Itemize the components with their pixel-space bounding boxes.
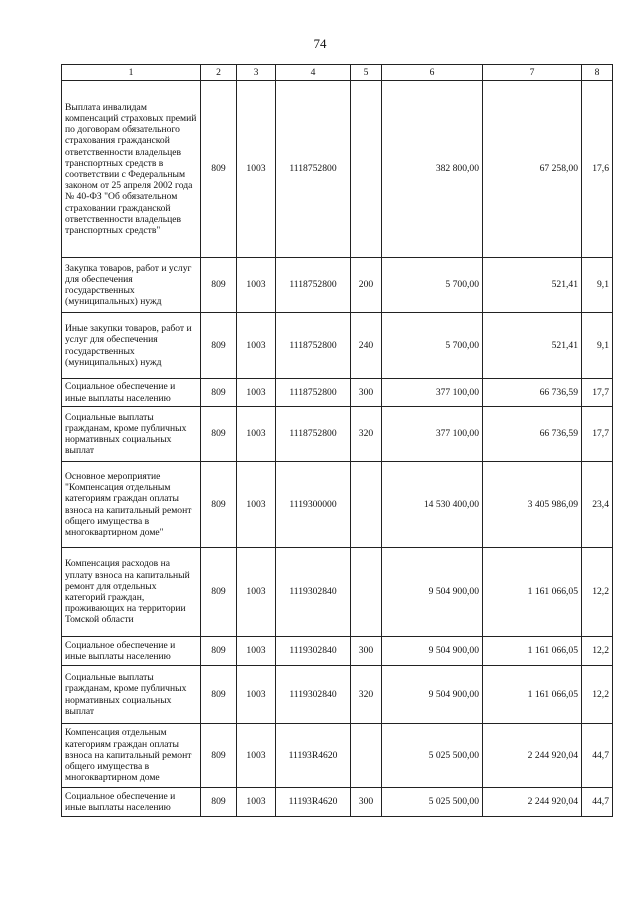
fact-amount: 66 736,59	[483, 379, 582, 407]
target-code: 1118752800	[276, 313, 351, 379]
section-code: 1003	[237, 548, 276, 637]
column-header: 6	[382, 65, 483, 81]
table-row	[62, 81, 613, 258]
grbs-code: 809	[201, 788, 237, 817]
execution-percent: 9,1	[582, 258, 613, 313]
table-row	[62, 724, 613, 788]
execution-percent: 12,2	[582, 637, 613, 666]
column-header: 7	[483, 65, 582, 81]
section-code: 1003	[237, 81, 276, 258]
table-row	[62, 666, 613, 724]
grbs-code: 809	[201, 81, 237, 258]
plan-amount: 5 025 500,00	[382, 788, 483, 817]
fact-amount: 3 405 986,09	[483, 462, 582, 548]
execution-percent: 17,7	[582, 379, 613, 407]
fact-amount: 521,41	[483, 258, 582, 313]
target-code: 1118752800	[276, 81, 351, 258]
expense-name: Социальное обеспечение и иные выплаты населению	[62, 637, 201, 666]
target-code: 1118752800	[276, 407, 351, 462]
table-row	[62, 637, 613, 666]
expense-name: Закупка товаров, работ и услуг для обеспечения государственных (муниципальных) нужд	[62, 258, 201, 313]
target-code: 1119302840	[276, 637, 351, 666]
section-code: 1003	[237, 788, 276, 817]
expense-name: Социальные выплаты гражданам, кроме публичных нормативных социальных выплат	[62, 666, 201, 724]
expense-name: Компенсация отдельным категориям граждан оплаты взноса на капитальный ремонт общего имущества в многоквартирном доме	[62, 724, 201, 788]
target-code: 1118752800	[276, 379, 351, 407]
fact-amount: 1 161 066,05	[483, 666, 582, 724]
plan-amount: 9 504 900,00	[382, 548, 483, 637]
grbs-code: 809	[201, 379, 237, 407]
expense-type-code: 320	[351, 666, 382, 724]
table-header-row	[62, 65, 613, 81]
expense-type-code	[351, 724, 382, 788]
table-row	[62, 313, 613, 379]
expense-name: Социальное обеспечение и иные выплаты населению	[62, 379, 201, 407]
fact-amount: 521,41	[483, 313, 582, 379]
plan-amount: 5 700,00	[382, 258, 483, 313]
expense-name: Основное мероприятие "Компенсация отдельным категориям граждан оплаты взноса на капитальный ремонт общего имущества в многоквартирном доме"	[62, 462, 201, 548]
page-number: 74	[313, 36, 327, 51]
expense-name: Компенсация расходов на уплату взноса на капитальный ремонт для отдельных категорий граждан, проживающих на территории Томской области	[62, 548, 201, 637]
table-row	[62, 258, 613, 313]
execution-percent: 44,7	[582, 724, 613, 788]
target-code: 1118752800	[276, 258, 351, 313]
section-code: 1003	[237, 724, 276, 788]
plan-amount: 14 530 400,00	[382, 462, 483, 548]
expense-type-code	[351, 462, 382, 548]
table-row	[62, 462, 613, 548]
expense-type-code: 300	[351, 788, 382, 817]
plan-amount: 5 700,00	[382, 313, 483, 379]
target-code: 11193R4620	[276, 788, 351, 817]
column-header: 3	[237, 65, 276, 81]
plan-amount: 5 025 500,00	[382, 724, 483, 788]
expense-type-code: 320	[351, 407, 382, 462]
column-header: 4	[276, 65, 351, 81]
expense-type-code	[351, 548, 382, 637]
column-header: 1	[62, 65, 201, 81]
expense-type-code: 240	[351, 313, 382, 379]
table-row	[62, 379, 613, 407]
section-code: 1003	[237, 407, 276, 462]
expense-type-code: 300	[351, 379, 382, 407]
plan-amount: 9 504 900,00	[382, 637, 483, 666]
section-code: 1003	[237, 637, 276, 666]
section-code: 1003	[237, 666, 276, 724]
expense-name: Иные закупки товаров, работ и услуг для обеспечения государственных (муниципальных) нужд	[62, 313, 201, 379]
target-code: 11193R4620	[276, 724, 351, 788]
grbs-code: 809	[201, 258, 237, 313]
fact-amount: 66 736,59	[483, 407, 582, 462]
grbs-code: 809	[201, 724, 237, 788]
budget-table	[61, 64, 613, 817]
execution-percent: 9,1	[582, 313, 613, 379]
section-code: 1003	[237, 258, 276, 313]
table-row	[62, 407, 613, 462]
grbs-code: 809	[201, 548, 237, 637]
fact-amount: 1 161 066,05	[483, 637, 582, 666]
plan-amount: 9 504 900,00	[382, 666, 483, 724]
target-code: 1119302840	[276, 666, 351, 724]
execution-percent: 17,7	[582, 407, 613, 462]
target-code: 1119300000	[276, 462, 351, 548]
expense-name: Социальные выплаты гражданам, кроме публичных нормативных социальных выплат	[62, 407, 201, 462]
plan-amount: 382 800,00	[382, 81, 483, 258]
expense-type-code: 300	[351, 637, 382, 666]
column-header: 8	[582, 65, 613, 81]
grbs-code: 809	[201, 313, 237, 379]
column-header: 5	[351, 65, 382, 81]
expense-name: Социальное обеспечение и иные выплаты населению	[62, 788, 201, 817]
expense-type-code	[351, 81, 382, 258]
expense-name: Выплата инвалидам компенсаций страховых премий по договорам обязательного страхования гражданской ответственности владельцев транспортных средств в соответствии с Федеральным законом от 25 апреля 2002 года № 40-ФЗ "Об обязательном страховании гражданской ответственности владельцев транспортных средств"	[62, 81, 201, 258]
expense-type-code: 200	[351, 258, 382, 313]
fact-amount: 2 244 920,04	[483, 788, 582, 817]
execution-percent: 17,6	[582, 81, 613, 258]
target-code: 1119302840	[276, 548, 351, 637]
fact-amount: 1 161 066,05	[483, 548, 582, 637]
section-code: 1003	[237, 313, 276, 379]
grbs-code: 809	[201, 462, 237, 548]
table-row	[62, 788, 613, 817]
grbs-code: 809	[201, 637, 237, 666]
section-code: 1003	[237, 379, 276, 407]
execution-percent: 12,2	[582, 548, 613, 637]
column-header: 2	[201, 65, 237, 81]
section-code: 1003	[237, 462, 276, 548]
plan-amount: 377 100,00	[382, 407, 483, 462]
grbs-code: 809	[201, 407, 237, 462]
plan-amount: 377 100,00	[382, 379, 483, 407]
grbs-code: 809	[201, 666, 237, 724]
execution-percent: 44,7	[582, 788, 613, 817]
table-row	[62, 548, 613, 637]
fact-amount: 67 258,00	[483, 81, 582, 258]
execution-percent: 23,4	[582, 462, 613, 548]
execution-percent: 12,2	[582, 666, 613, 724]
fact-amount: 2 244 920,04	[483, 724, 582, 788]
